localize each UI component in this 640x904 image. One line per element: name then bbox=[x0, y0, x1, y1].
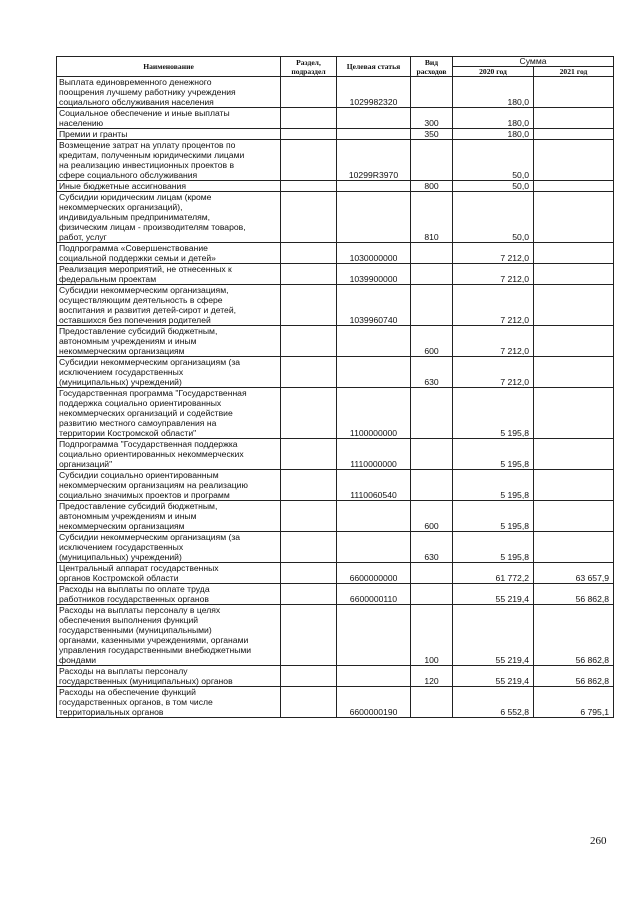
row-target: 10299R3970 bbox=[337, 140, 411, 181]
row-target bbox=[337, 181, 411, 192]
row-sum-2021 bbox=[534, 181, 614, 192]
row-section bbox=[281, 243, 337, 264]
row-section bbox=[281, 192, 337, 243]
row-name: Расходы на выплаты персоналу государственных (муниципальных) органов bbox=[57, 666, 281, 687]
row-name: Предоставление субсидий бюджетным, автономным учреждениям и иным некоммерческим организациям bbox=[57, 326, 281, 357]
row-sum-2020: 5 195,8 bbox=[453, 501, 534, 532]
table-row bbox=[57, 666, 614, 687]
row-target bbox=[337, 501, 411, 532]
row-target: 1039960740 bbox=[337, 285, 411, 326]
row-section bbox=[281, 388, 337, 439]
row-kind bbox=[411, 243, 453, 264]
table-row bbox=[57, 181, 614, 192]
row-target bbox=[337, 605, 411, 666]
row-sum-2020: 180,0 bbox=[453, 129, 534, 140]
row-target bbox=[337, 129, 411, 140]
header-year-2021: 2021 год bbox=[534, 67, 614, 77]
row-sum-2021 bbox=[534, 192, 614, 243]
row-name: Субсидии социально ориентированным некоммерческим организациям на реализацию социально значимых проектов и программ bbox=[57, 470, 281, 501]
row-target: 1030000000 bbox=[337, 243, 411, 264]
row-sum-2021 bbox=[534, 140, 614, 181]
row-section bbox=[281, 532, 337, 563]
row-sum-2021: 56 862,8 bbox=[534, 584, 614, 605]
row-target: 1100000000 bbox=[337, 388, 411, 439]
table-row bbox=[57, 192, 614, 243]
row-sum-2020: 7 212,0 bbox=[453, 357, 534, 388]
row-sum-2020: 55 219,4 bbox=[453, 605, 534, 666]
row-target bbox=[337, 357, 411, 388]
row-target bbox=[337, 108, 411, 129]
row-kind: 600 bbox=[411, 501, 453, 532]
row-section bbox=[281, 326, 337, 357]
row-section bbox=[281, 129, 337, 140]
row-section bbox=[281, 181, 337, 192]
row-kind bbox=[411, 77, 453, 108]
table-row bbox=[57, 285, 614, 326]
row-section bbox=[281, 563, 337, 584]
row-target bbox=[337, 532, 411, 563]
row-name: Расходы на выплаты по оплате труда работников государственных органов bbox=[57, 584, 281, 605]
row-section bbox=[281, 439, 337, 470]
table-row bbox=[57, 129, 614, 140]
row-sum-2020: 5 195,8 bbox=[453, 439, 534, 470]
row-sum-2020: 5 195,8 bbox=[453, 470, 534, 501]
row-sum-2021 bbox=[534, 532, 614, 563]
row-sum-2020: 7 212,0 bbox=[453, 326, 534, 357]
row-sum-2020: 5 195,8 bbox=[453, 388, 534, 439]
row-target: 1039900000 bbox=[337, 264, 411, 285]
row-name: Государственная программа "Государственная поддержка социально ориентированных некоммерческих организаций и содействие развитию местного самоуправления на территории Костромской области" bbox=[57, 388, 281, 439]
row-sum-2020: 7 212,0 bbox=[453, 264, 534, 285]
row-name: Субсидии некоммерческим организациям (за исключением государственных (муниципальных) учреждений) bbox=[57, 357, 281, 388]
table-row bbox=[57, 687, 614, 718]
row-section bbox=[281, 687, 337, 718]
table-row bbox=[57, 584, 614, 605]
row-kind: 600 bbox=[411, 326, 453, 357]
header-target: Целевая статья bbox=[337, 57, 411, 77]
row-section bbox=[281, 285, 337, 326]
row-name: Реализация мероприятий, не отнесенных к федеральным проектам bbox=[57, 264, 281, 285]
row-kind bbox=[411, 264, 453, 285]
header-section: Раздел, подраздел bbox=[281, 57, 337, 77]
row-name: Выплата единовременного денежного поощрения лучшему работнику учреждения социального обслуживания населения bbox=[57, 77, 281, 108]
row-name: Центральный аппарат государственных органов Костромской области bbox=[57, 563, 281, 584]
row-kind: 300 bbox=[411, 108, 453, 129]
row-sum-2020: 180,0 bbox=[453, 108, 534, 129]
row-sum-2021 bbox=[534, 357, 614, 388]
row-section bbox=[281, 584, 337, 605]
row-sum-2020: 50,0 bbox=[453, 140, 534, 181]
row-kind bbox=[411, 584, 453, 605]
row-section bbox=[281, 605, 337, 666]
row-sum-2021 bbox=[534, 264, 614, 285]
table-row bbox=[57, 326, 614, 357]
row-name: Предоставление субсидий бюджетным, автономным учреждениям и иным некоммерческим организациям bbox=[57, 501, 281, 532]
table-row bbox=[57, 501, 614, 532]
row-name: Подпрограмма "Государственная поддержка социально ориентированных некоммерческих организаций" bbox=[57, 439, 281, 470]
table-row bbox=[57, 388, 614, 439]
header-name: Наименование bbox=[57, 57, 281, 77]
row-sum-2020: 7 212,0 bbox=[453, 285, 534, 326]
row-kind bbox=[411, 388, 453, 439]
row-target: 1029982320 bbox=[337, 77, 411, 108]
row-name: Расходы на обеспечение функций государственных органов, в том числе территориальных органов bbox=[57, 687, 281, 718]
row-sum-2020: 61 772,2 bbox=[453, 563, 534, 584]
row-name: Субсидии юридическим лицам (кроме некоммерческих организаций), индивидуальным предпринимателям, физическим лицам - производителям товаров, работ, услуг bbox=[57, 192, 281, 243]
row-kind: 630 bbox=[411, 357, 453, 388]
row-section bbox=[281, 666, 337, 687]
row-section bbox=[281, 140, 337, 181]
row-sum-2021: 6 795,1 bbox=[534, 687, 614, 718]
table-row bbox=[57, 563, 614, 584]
row-section bbox=[281, 501, 337, 532]
row-sum-2021 bbox=[534, 77, 614, 108]
row-kind: 810 bbox=[411, 192, 453, 243]
row-section bbox=[281, 108, 337, 129]
header-year-2020: 2020 год bbox=[453, 67, 534, 77]
row-name: Подпрограмма «Совершенствование социальной поддержки семьи и детей» bbox=[57, 243, 281, 264]
row-name: Возмещение затрат на уплату процентов по кредитам, полученным юридическими лицами на реализацию инвестиционных проектов в сфере социального обслуживания bbox=[57, 140, 281, 181]
table-row bbox=[57, 357, 614, 388]
row-kind bbox=[411, 687, 453, 718]
row-sum-2021 bbox=[534, 470, 614, 501]
row-sum-2021: 56 862,8 bbox=[534, 605, 614, 666]
row-sum-2020: 7 212,0 bbox=[453, 243, 534, 264]
row-sum-2021 bbox=[534, 326, 614, 357]
row-name: Субсидии некоммерческим организациям, осуществляющим деятельность в сфере воспитания и развития детей-сирот и детей, оставшихся без попечения родителей bbox=[57, 285, 281, 326]
row-sum-2021 bbox=[534, 285, 614, 326]
row-target: 1110000000 bbox=[337, 439, 411, 470]
table-row bbox=[57, 532, 614, 563]
row-name: Социальное обеспечение и иные выплаты населению bbox=[57, 108, 281, 129]
row-name: Премии и гранты bbox=[57, 129, 281, 140]
row-kind: 120 bbox=[411, 666, 453, 687]
budget-table bbox=[56, 56, 614, 718]
row-target: 6600000190 bbox=[337, 687, 411, 718]
table-row bbox=[57, 108, 614, 129]
row-target bbox=[337, 326, 411, 357]
row-section bbox=[281, 357, 337, 388]
row-kind bbox=[411, 563, 453, 584]
row-sum-2021: 56 862,8 bbox=[534, 666, 614, 687]
row-section bbox=[281, 77, 337, 108]
row-sum-2020: 55 219,4 bbox=[453, 666, 534, 687]
table-row bbox=[57, 140, 614, 181]
row-kind bbox=[411, 470, 453, 501]
row-name: Иные бюджетные ассигнования bbox=[57, 181, 281, 192]
row-sum-2021 bbox=[534, 129, 614, 140]
row-target: 6600000110 bbox=[337, 584, 411, 605]
row-sum-2020: 50,0 bbox=[453, 181, 534, 192]
row-sum-2021 bbox=[534, 388, 614, 439]
table-row bbox=[57, 243, 614, 264]
row-kind: 100 bbox=[411, 605, 453, 666]
row-target: 6600000000 bbox=[337, 563, 411, 584]
row-sum-2021 bbox=[534, 439, 614, 470]
table-row bbox=[57, 605, 614, 666]
row-sum-2021 bbox=[534, 243, 614, 264]
row-sum-2020: 6 552,8 bbox=[453, 687, 534, 718]
row-name: Субсидии некоммерческим организациям (за исключением государственных (муниципальных) учреждений) bbox=[57, 532, 281, 563]
row-target bbox=[337, 666, 411, 687]
row-target: 1110060540 bbox=[337, 470, 411, 501]
row-kind: 350 bbox=[411, 129, 453, 140]
row-sum-2021 bbox=[534, 108, 614, 129]
row-kind bbox=[411, 140, 453, 181]
table-row bbox=[57, 439, 614, 470]
row-section bbox=[281, 470, 337, 501]
table-row bbox=[57, 264, 614, 285]
table-body bbox=[57, 77, 614, 718]
row-sum-2020: 5 195,8 bbox=[453, 532, 534, 563]
row-name: Расходы на выплаты персоналу в целях обеспечения выполнения функций государственными (муниципальными) органами, казенными учреждениями, органами управления государственными внебюджетными фондами bbox=[57, 605, 281, 666]
row-kind: 800 bbox=[411, 181, 453, 192]
row-sum-2020: 55 219,4 bbox=[453, 584, 534, 605]
row-kind bbox=[411, 439, 453, 470]
table-row bbox=[57, 470, 614, 501]
row-section bbox=[281, 264, 337, 285]
row-sum-2021 bbox=[534, 501, 614, 532]
row-kind bbox=[411, 285, 453, 326]
page-number: 260 bbox=[590, 835, 607, 847]
row-kind: 630 bbox=[411, 532, 453, 563]
row-sum-2020: 180,0 bbox=[453, 77, 534, 108]
row-sum-2021: 63 657,9 bbox=[534, 563, 614, 584]
table-row bbox=[57, 77, 614, 108]
header-sum: Сумма bbox=[453, 57, 614, 67]
row-sum-2020: 50,0 bbox=[453, 192, 534, 243]
row-target bbox=[337, 192, 411, 243]
header-kind: Вид расходов bbox=[411, 57, 453, 77]
